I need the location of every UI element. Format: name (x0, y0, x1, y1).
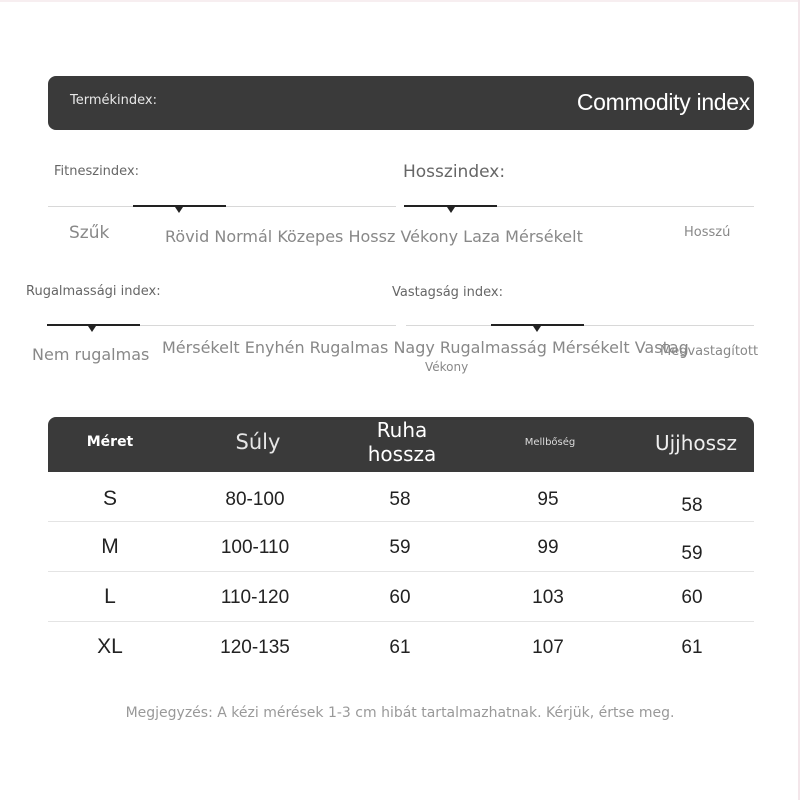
elasticity-options-text: Mérsékelt Enyhén Rugalmas Nagy Rugalmasság Mérsékelt Vastag (162, 338, 689, 357)
length-index-title: Hosszindex: (403, 162, 506, 182)
cell-length-m: 59 (389, 537, 411, 558)
cell-length-s: 58 (389, 489, 411, 510)
row-divider (48, 621, 754, 622)
cell-sleeve-l: 60 (681, 587, 703, 608)
fitness-index-marker (175, 207, 183, 213)
thickness-index-marker (533, 326, 541, 332)
cell-sleeve-m: 59 (681, 543, 703, 564)
row-divider (48, 571, 754, 572)
fitness-option-tight: Szűk (69, 223, 110, 243)
fitness-index-title: Fitneszindex: (54, 164, 140, 179)
cell-length-xl: 61 (389, 637, 411, 658)
fitness-options-text: Rövid Normál Közepes Hossz Vékony Laza Mérsékelt (165, 227, 583, 246)
frame-top-edge (0, 0, 800, 2)
cell-sleeve-s: 58 (681, 495, 703, 516)
cell-bust-l: 103 (532, 587, 564, 608)
cell-weight-l: 110-120 (220, 587, 290, 608)
cell-size-m: M (101, 535, 119, 558)
header-bust: Mellbőség (524, 437, 576, 448)
cell-length-l: 60 (389, 587, 411, 608)
header-size: Méret (86, 434, 134, 450)
length-index-marker (447, 207, 455, 213)
cell-weight-s: 80-100 (225, 489, 285, 510)
measurement-note: Megjegyzés: A kézi mérések 1-3 cm hibát tartalmazhatnak. Kérjük, értse meg. (125, 705, 675, 721)
header-garment-length: Ruha hossza (367, 418, 437, 466)
commodity-index-banner (48, 76, 754, 130)
size-table-header (48, 417, 754, 472)
thickness-option-thickened: Megvastagított (660, 344, 759, 359)
elasticity-option-none: Nem rugalmas (32, 345, 150, 364)
cell-size-xl: XL (97, 635, 123, 658)
elasticity-index-marker (88, 326, 96, 332)
cell-weight-m: 100-110 (220, 537, 290, 558)
header-weight: Súly (235, 430, 281, 454)
length-option-long: Hosszú (684, 225, 731, 240)
banner-right-label: Commodity index (576, 89, 750, 115)
cell-bust-m: 99 (537, 537, 559, 558)
thickness-option-thin: Vékony (425, 360, 469, 374)
thickness-index-title: Vastagság index: (392, 285, 504, 300)
banner-left-label: Termékindex: (70, 93, 157, 108)
header-sleeve-length: Ujjhossz (654, 431, 737, 455)
cell-bust-s: 95 (537, 489, 559, 510)
elasticity-index-title: Rugalmassági index: (26, 284, 161, 299)
cell-sleeve-xl: 61 (681, 637, 703, 658)
row-divider (48, 521, 754, 522)
cell-bust-xl: 107 (532, 637, 564, 658)
cell-weight-xl: 120-135 (220, 637, 290, 658)
cell-size-l: L (104, 585, 116, 608)
cell-size-s: S (102, 487, 117, 510)
